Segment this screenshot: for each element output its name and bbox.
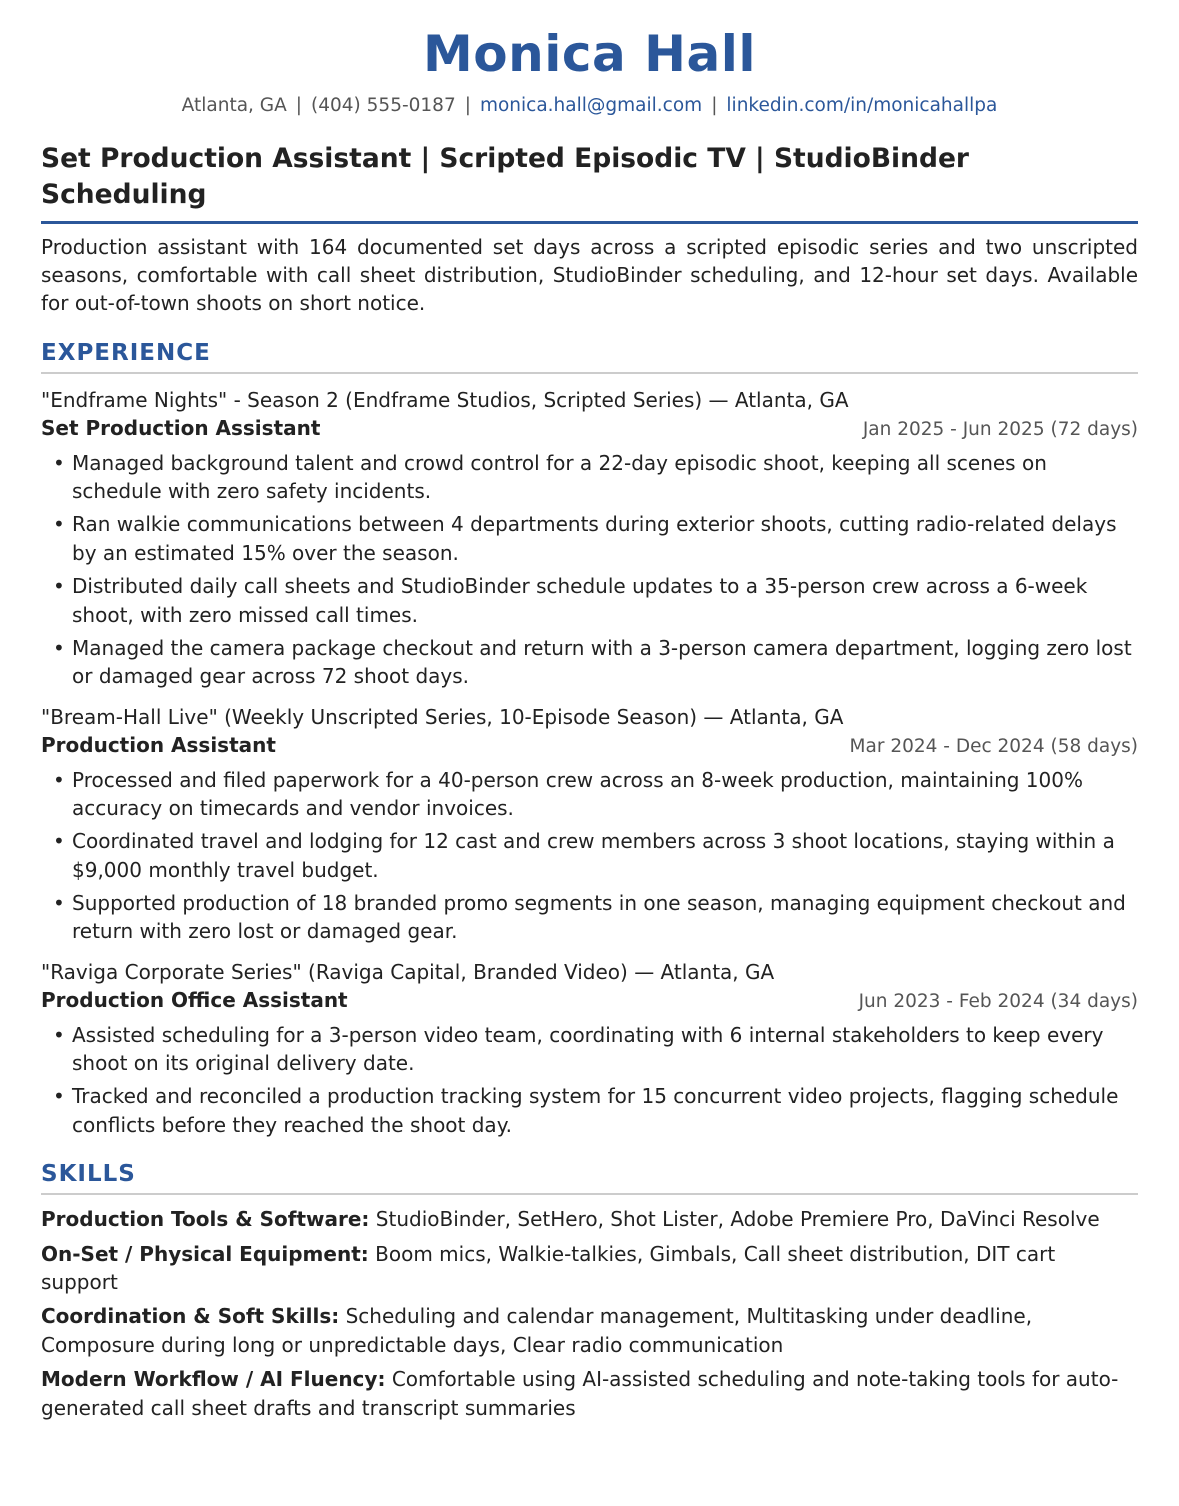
job-bullet: [41, 827, 1138, 884]
skill-value: StudioBinder, SetHero, Shot Lister, Adobe Premiere Pro, DaVinci Resolve: [375, 1207, 1100, 1232]
job-dates: Jan 2025 - Jun 2025 (72 days): [862, 419, 1138, 441]
job-bullet: [41, 510, 1138, 567]
contact-line: [41, 94, 1138, 118]
job-entry: [41, 386, 1138, 691]
bullet-text: Assisted scheduling for a 3-person video team, coordinating with 6 internal stakeholders to keep every shoot on its original delivery date.: [72, 1022, 1104, 1076]
bullet-icon: •: [53, 1084, 65, 1109]
email-link[interactable]: monica.hall@gmail.com: [479, 94, 703, 116]
linkedin-link[interactable]: linkedin.com/in/monicahallpa: [726, 94, 998, 116]
job-bullet: [41, 1082, 1138, 1139]
contact-separator: |: [711, 94, 718, 116]
bullet-text: Managed the camera package checkout and return with a 3-person camera department, logging zero lost or damaged gear across 72 shoot days.: [72, 635, 1132, 689]
contact-separator: |: [295, 94, 303, 116]
bullet-text: Managed background talent and crowd control for a 22-day episodic shoot, keeping all scenes on schedule with zero safety incidents.: [72, 450, 1047, 504]
skill-value: Scheduling and calendar management, Multitasking under deadline, Composure during long or unpredictable days, Clear radio communication: [41, 1304, 1033, 1357]
bullet-text: Distributed daily call sheets and StudioBinder schedule updates to a 35-person crew across a 6-week shoot, with zero missed call times.: [72, 574, 1088, 627]
job-dates: Mar 2024 - Dec 2024 (58 days): [849, 736, 1138, 758]
bullet-icon: •: [53, 891, 65, 916]
professional-summary: Production assistant with 164 documented set days across a scripted episodic series and two unscripted seasons, comfortable with call sheet distribution, StudioBinder scheduling, and 12-hour set days. Available for out-of-town shoots on short notice.: [41, 234, 1138, 316]
skill-label: Coordination & Soft Skills:: [41, 1304, 340, 1329]
skills-list: [41, 1205, 1138, 1422]
bullet-icon: •: [53, 1022, 65, 1047]
skill-value: Comfortable using AI-assisted scheduling and note-taking tools for auto-generated call sheet drafts and transcript summaries: [41, 1367, 1119, 1420]
skill-row: [41, 1302, 1138, 1359]
job-role: Production Office Assistant: [41, 988, 348, 1013]
role-row: [41, 986, 1138, 1014]
bullet-text: Tracked and reconciled a production tracking system for 15 concurrent video projects, flagging schedule conflicts before they reached the shoot day.: [72, 1084, 1119, 1137]
skill-label: On-Set / Physical Equipment:: [41, 1241, 369, 1266]
role-row: [41, 414, 1138, 442]
job-bullet: [41, 572, 1138, 629]
skill-label: Production Tools & Software:: [41, 1207, 370, 1232]
bullet-text: Processed and filed paperwork for a 40-person crew across an 8-week production, maintaining 100% accuracy on timecards and vendor invoices.: [72, 767, 1083, 820]
bullet-icon: •: [53, 450, 65, 475]
job-bullet: [41, 634, 1138, 691]
bullet-icon: •: [53, 574, 65, 599]
job-entry: [41, 703, 1138, 946]
professional-headline: Set Production Assistant | Scripted Episodic TV | StudioBinder Scheduling: [41, 141, 1138, 224]
job-bullets: [41, 449, 1138, 691]
skill-row: [41, 1240, 1138, 1297]
job-bullet: [41, 449, 1138, 506]
job-bullet: [41, 766, 1138, 823]
job-bullet: [41, 1021, 1138, 1078]
job-dates: Jun 2023 - Feb 2024 (34 days): [858, 991, 1138, 1013]
job-bullets: [41, 1021, 1138, 1140]
job-header: "Bream-Hall Live" (Weekly Unscripted Series, 10-Episode Season) — Atlanta, GA: [41, 704, 844, 729]
bullet-text: Ran walkie communications between 4 departments during exterior shoots, cutting radio-related delays by an estimated 15% over the season.: [72, 512, 1117, 565]
skill-label: Modern Workflow / AI Fluency:: [41, 1367, 386, 1392]
contact-phone: (404) 555-0187: [311, 94, 456, 116]
job-header: "Raviga Corporate Series" (Raviga Capital, Branded Video) — Atlanta, GA: [41, 959, 775, 984]
skill-row: [41, 1205, 1138, 1233]
job-entry: [41, 958, 1138, 1139]
bullet-icon: •: [53, 829, 65, 854]
role-row: [41, 731, 1138, 759]
bullet-text: Coordinated travel and lodging for 12 cast and crew members across 3 shoot locations, staying within a $9,000 monthly travel budget.: [72, 829, 1115, 882]
job-bullets: [41, 766, 1138, 946]
experience-section-title: EXPERIENCE: [41, 340, 1138, 374]
bullet-icon: •: [53, 512, 65, 537]
job-role: Set Production Assistant: [41, 416, 321, 441]
job-bullet: [41, 889, 1138, 946]
job-role: Production Assistant: [41, 733, 276, 758]
skill-value: Boom mics, Walkie-talkies, Gimbals, Call sheet distribution, DIT cart support: [41, 1241, 1056, 1294]
bullet-icon: •: [53, 767, 65, 792]
bullet-icon: •: [53, 635, 65, 660]
bullet-text: Supported production of 18 branded promo segments in one season, managing equipment checkout and return with zero lost or damaged gear.: [72, 891, 1126, 944]
contact-separator: |: [464, 94, 471, 116]
experience-list: [41, 386, 1138, 1139]
contact-location: Atlanta, GA: [181, 94, 287, 116]
skill-row: [41, 1365, 1138, 1422]
candidate-name: Monica Hall: [423, 25, 756, 83]
skills-section-title: SKILLS: [41, 1161, 1138, 1195]
job-header: "Endframe Nights" - Season 2 (Endframe Studios, Scripted Series) — Atlanta, GA: [41, 387, 849, 412]
